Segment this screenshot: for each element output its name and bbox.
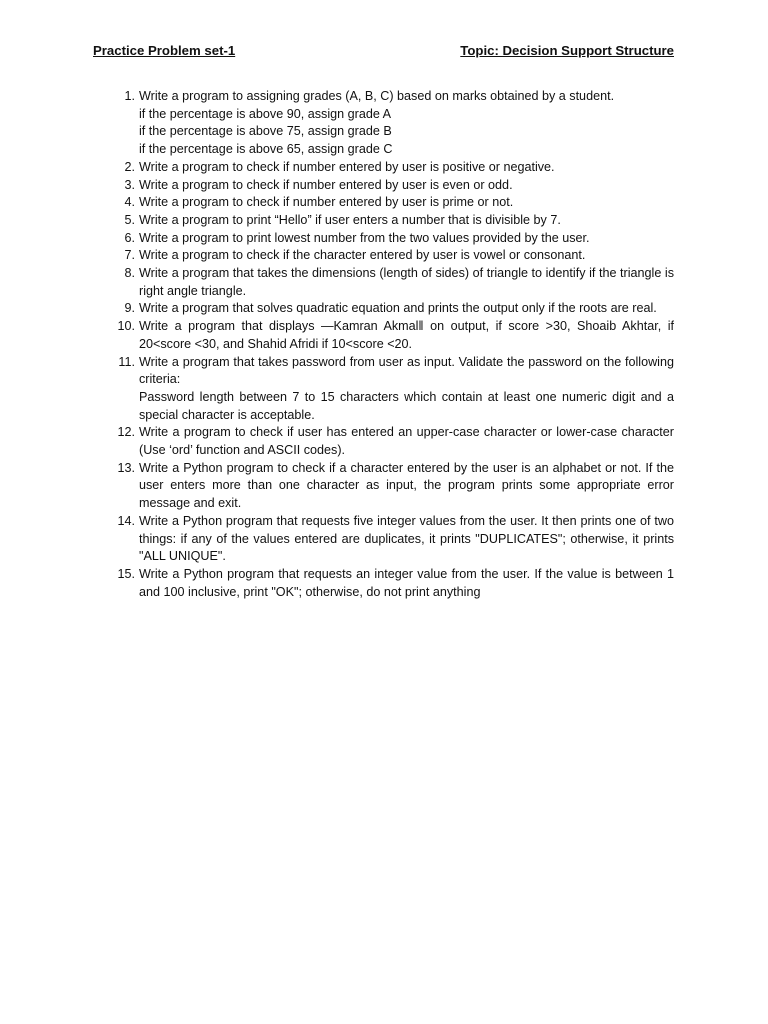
problem-number: 14. (117, 513, 135, 528)
problem-number: 15. (117, 566, 135, 581)
problem-item (117, 318, 674, 353)
problem-number: 4. (124, 195, 135, 210)
problem-text: Write a program to check if number entered by user is positive or negative. (139, 159, 555, 174)
problem-number: 5. (124, 212, 135, 227)
problem-text: Write a program to check if the character entered by user is vowel or consonant. (139, 248, 586, 263)
problem-number: 9. (124, 301, 135, 316)
problem-number: 1. (124, 89, 135, 103)
problem-item (117, 513, 674, 566)
problem-text: Write a Python program to check if a character entered by the user is an alphabet or not. If the user enters more than one character as input, the program prints some appropriate error message and exit. (139, 460, 674, 511)
problem-item (124, 300, 674, 318)
problem-item (124, 247, 674, 265)
problem-text: Write a program that solves quadratic equation and prints the output only if the roots are real. (139, 301, 657, 316)
problem-text: Write a program that takes password from user as input. Validate the password on the following criteria: (139, 354, 674, 387)
problem-item (118, 354, 674, 425)
problem-text: Write a program to check if number entered by user is even or odd. (139, 177, 513, 192)
problem-item (124, 194, 674, 212)
problem-number: 2. (124, 159, 135, 174)
page-header (93, 43, 674, 61)
problem-text: Write a Python program that requests five integer values from the user. It then prints one of two things: if any of the values entered are duplicates, it prints "DUPLICATES"; otherwise, it prints "ALL UNIQUE". (139, 513, 674, 564)
problem-item (124, 177, 674, 195)
problem-item (124, 265, 674, 300)
problem-number: 8. (124, 266, 135, 281)
problem-text: Write a program that displays ―Kamran Akmal‖ on output, if score >30, Shoaib Akhtar, if 20<score <30, and Shahid Afridi if 10<score <20. (139, 319, 674, 351)
problem-item (124, 212, 674, 230)
problem-text: Write a program that takes the dimensions (length of sides) of triangle to identify if the triangle is right angle triangle. (139, 266, 674, 298)
problem-item (117, 566, 674, 601)
problem-text: if the percentage is above 90, assign grade A (139, 106, 392, 121)
problem-number: 6. (124, 230, 135, 245)
problem-number: 10. (117, 319, 135, 334)
problem-text: Write a Python program that requests an integer value from the user. If the value is between 1 and 100 inclusive, print "OK"; otherwise, do not print anything (139, 566, 674, 599)
problem-item (124, 230, 674, 248)
problem-text: if the percentage is above 75, assign grade B (139, 124, 392, 139)
problem-number: 12. (117, 425, 135, 440)
problem-text: Write a program to print “Hello” if user enters a number that is divisible by 7. (139, 212, 561, 227)
problem-number: 13. (117, 460, 135, 475)
problem-number: 3. (124, 177, 135, 192)
problem-text: Write a program to assigning grades (A, B, C) based on marks obtained by a student. (139, 89, 615, 103)
topic-title: Topic: Decision Support Structure (460, 43, 674, 58)
problem-item (124, 159, 674, 177)
problem-list (117, 88, 674, 601)
problem-item (117, 460, 674, 513)
problem-text: Write a program to print lowest number from the two values provided by the user. (139, 230, 590, 245)
problem-set-title: Practice Problem set-1 (93, 43, 236, 58)
problem-item (124, 88, 674, 159)
problem-text: Password length between 7 to 15 characters which contain at least one numeric digit and a special character is acceptable. (139, 389, 674, 422)
problem-text: Write a program to check if user has entered an upper-case character or lower-case character (Use ‘ord’ function and ASCII codes). (139, 425, 674, 458)
problem-text: if the percentage is above 65, assign grade C (139, 142, 393, 157)
problem-number: 7. (124, 248, 135, 263)
problem-text: Write a program to check if number entered by user is prime or not. (139, 195, 514, 210)
problem-number: 11. (118, 354, 135, 369)
problem-item (117, 424, 674, 459)
